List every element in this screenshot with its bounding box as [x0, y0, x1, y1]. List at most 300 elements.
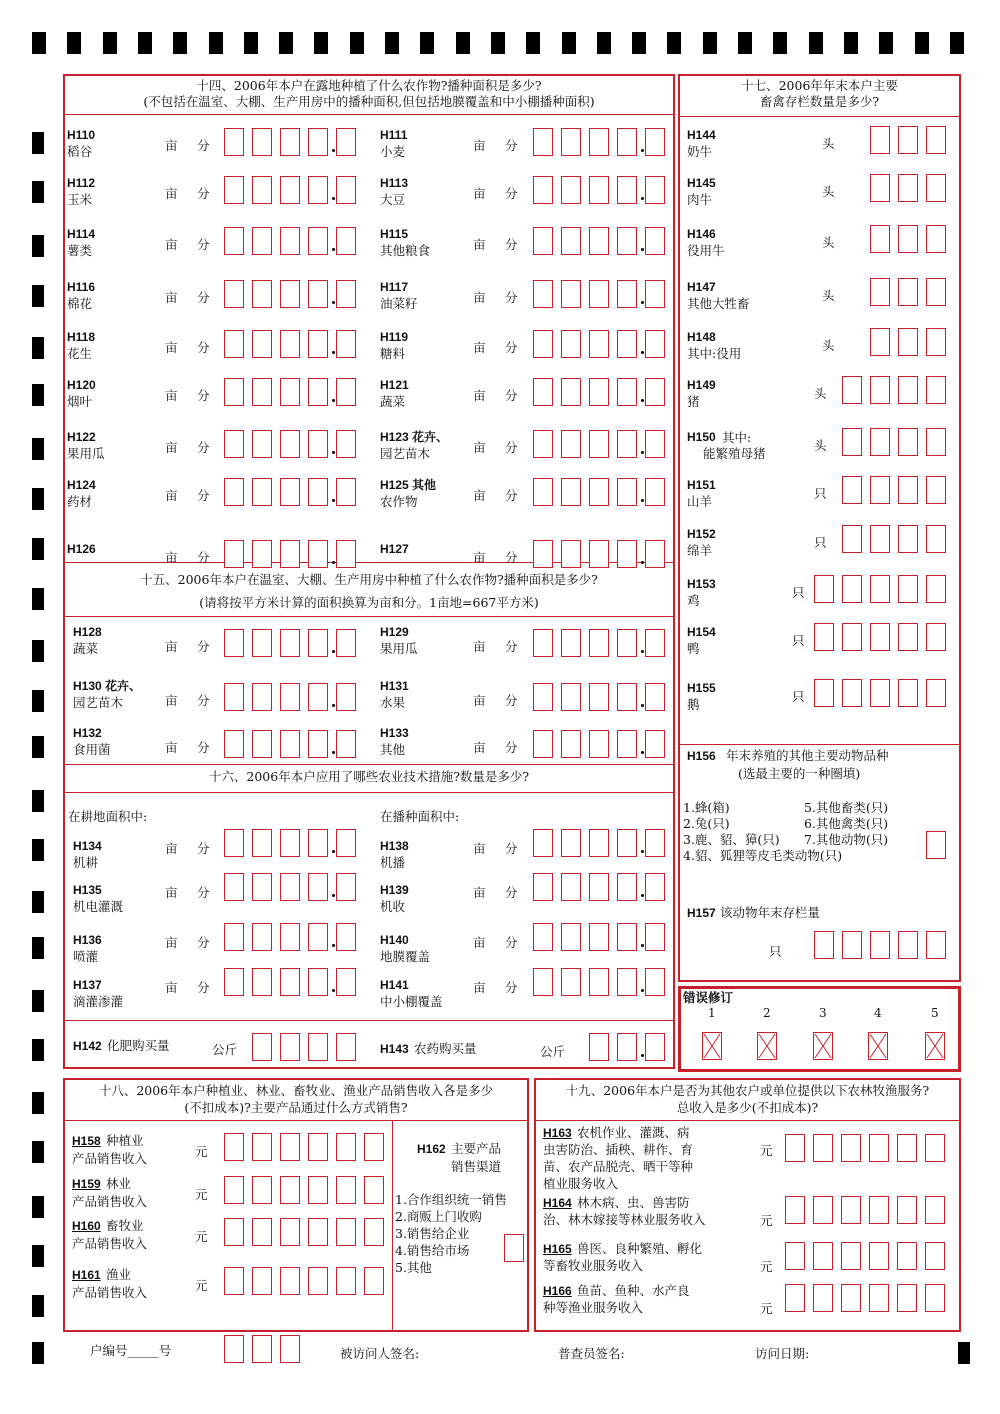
- sec14-4-box-4[interactable]: [308, 227, 328, 255]
- sec14-12-box-5[interactable]: [336, 430, 356, 458]
- h156-opt-1: 1.蜂(箱): [683, 800, 730, 815]
- error-box-4[interactable]: [868, 1032, 888, 1060]
- h142-box-3[interactable]: [308, 1033, 328, 1061]
- sec19-1-box-3[interactable]: [841, 1196, 861, 1224]
- sec16-3-box-2[interactable]: [561, 873, 581, 901]
- sec18-name2-1: 产品销售收入: [72, 1194, 148, 1209]
- sec18-2-box-2[interactable]: [252, 1218, 272, 1246]
- sec14-8-box-5[interactable]: [336, 330, 356, 358]
- sec18-2-box-4[interactable]: [308, 1218, 328, 1246]
- sec19-code-3: H166: [543, 1284, 572, 1298]
- sec16-2-box-1[interactable]: [224, 873, 244, 901]
- sec16-6-box-1[interactable]: [224, 968, 244, 996]
- sec14-12-box-3[interactable]: [280, 430, 300, 458]
- sec17-11-box-5[interactable]: [926, 679, 946, 707]
- sec14-0-box-2[interactable]: [252, 128, 272, 156]
- sec14-17-box-2[interactable]: [561, 540, 581, 568]
- sec14-0-box-5[interactable]: [336, 128, 356, 156]
- sec17-6-box-1[interactable]: [842, 428, 862, 456]
- sec14-14-box-1[interactable]: [224, 478, 244, 506]
- sec18-3-box-2[interactable]: [252, 1267, 272, 1295]
- sec16-5-box-5[interactable]: [645, 923, 665, 951]
- error-box-5[interactable]: [925, 1032, 945, 1060]
- sec14-10-box-5[interactable]: [336, 378, 356, 406]
- h157-box-3[interactable]: [870, 931, 890, 959]
- sec15-1-box-1[interactable]: [533, 629, 553, 657]
- sec14-mu-3: 亩: [473, 186, 486, 201]
- sec14-9-box-3[interactable]: [589, 330, 609, 358]
- sec15-3-box-3[interactable]: [589, 683, 609, 711]
- sec14-11-box-3[interactable]: [589, 378, 609, 406]
- sec14-2-box-4[interactable]: [308, 176, 328, 204]
- sec16-1-box-3[interactable]: [589, 829, 609, 857]
- sec14-14-box-5[interactable]: [336, 478, 356, 506]
- sec15-3-box-1[interactable]: [533, 683, 553, 711]
- sec14-6-box-2[interactable]: [252, 280, 272, 308]
- sec17-3-box-2[interactable]: [898, 278, 918, 306]
- sec16-2-box-3[interactable]: [280, 873, 300, 901]
- sec14-0-box-1[interactable]: [224, 128, 244, 156]
- sec15-5-box-1[interactable]: [533, 730, 553, 758]
- sec19-3-box-3[interactable]: [841, 1284, 861, 1312]
- sec15-5-box-2[interactable]: [561, 730, 581, 758]
- sec16-3-decimal-dot: [641, 894, 644, 897]
- sec14-11-box-2[interactable]: [561, 378, 581, 406]
- sec17-0-box-1[interactable]: [870, 126, 890, 154]
- sec17-5-box-2[interactable]: [870, 376, 890, 404]
- sec17-7-box-1[interactable]: [842, 476, 862, 504]
- sec16-7-box-4[interactable]: [617, 968, 637, 996]
- sec14-5-box-2[interactable]: [561, 227, 581, 255]
- sec19-0-box-5[interactable]: [897, 1134, 917, 1162]
- sec14-2-box-2[interactable]: [252, 176, 272, 204]
- sec18-2-box-3[interactable]: [280, 1218, 300, 1246]
- sec18-3-box-5[interactable]: [336, 1267, 356, 1295]
- sec16-5-decimal-dot: [641, 944, 644, 947]
- side-mark: [32, 285, 44, 307]
- sec14-12-box-4[interactable]: [308, 430, 328, 458]
- sec16-5-box-1[interactable]: [533, 923, 553, 951]
- sec14-16-box-1[interactable]: [224, 540, 244, 568]
- sec19-0-box-2[interactable]: [813, 1134, 833, 1162]
- sec19-1-box-5[interactable]: [897, 1196, 917, 1224]
- h142-box-1[interactable]: [252, 1033, 272, 1061]
- sec19-code-1: H164: [543, 1196, 572, 1210]
- sec15-0-box-1[interactable]: [224, 629, 244, 657]
- sec14-3-box-5[interactable]: [645, 176, 665, 204]
- sec17-10-box-5[interactable]: [926, 623, 946, 651]
- sec14-sec15-divider: [63, 562, 675, 563]
- sec19-2-box-2[interactable]: [813, 1242, 833, 1270]
- sec17-5-box-1[interactable]: [842, 376, 862, 404]
- h157-box-5[interactable]: [926, 931, 946, 959]
- sec19-0-box-1[interactable]: [785, 1134, 805, 1162]
- sec17-10-box-4[interactable]: [898, 623, 918, 651]
- sec18-1-box-1[interactable]: [224, 1176, 244, 1204]
- sec19-2-box-5[interactable]: [897, 1242, 917, 1270]
- sec16-3-box-4[interactable]: [617, 873, 637, 901]
- household-box-1[interactable]: [224, 1335, 244, 1363]
- sec17-6-box-3[interactable]: [898, 428, 918, 456]
- sec14-7-box-3[interactable]: [589, 280, 609, 308]
- sec18-2-box-1[interactable]: [224, 1218, 244, 1246]
- sec16-3-box-5[interactable]: [645, 873, 665, 901]
- sec15-4-box-5[interactable]: [336, 730, 356, 758]
- sec16-7-box-5[interactable]: [645, 968, 665, 996]
- sec18-3-box-4[interactable]: [308, 1267, 328, 1295]
- sec15-0-box-3[interactable]: [280, 629, 300, 657]
- h157-box-1[interactable]: [814, 931, 834, 959]
- sec18-2-box-5[interactable]: [336, 1218, 356, 1246]
- sec14-7-box-5[interactable]: [645, 280, 665, 308]
- sec17-0-box-3[interactable]: [926, 126, 946, 154]
- h143-box-2[interactable]: [617, 1033, 637, 1061]
- sec14-11-box-1[interactable]: [533, 378, 553, 406]
- sec15-4-box-3[interactable]: [280, 730, 300, 758]
- sec18-title-1: 十八、2006年本户种植业、林业、畜牧业、渔业产品销售收入各是多少: [98, 1083, 494, 1098]
- h156-choice-box[interactable]: [926, 831, 946, 859]
- sec16-5-box-3[interactable]: [589, 923, 609, 951]
- sec18-0-box-2[interactable]: [252, 1133, 272, 1161]
- sec14-8-box-4[interactable]: [308, 330, 328, 358]
- sec14-6-box-1[interactable]: [224, 280, 244, 308]
- error-box-2[interactable]: [757, 1032, 777, 1060]
- sec14-4-box-2[interactable]: [252, 227, 272, 255]
- sec14-16-box-2[interactable]: [252, 540, 272, 568]
- sec19-3-box-6[interactable]: [925, 1284, 945, 1312]
- sec17-2-box-1[interactable]: [870, 225, 890, 253]
- sec19-3-box-2[interactable]: [813, 1284, 833, 1312]
- sec14-2-box-5[interactable]: [336, 176, 356, 204]
- sec16-4-box-5[interactable]: [336, 923, 356, 951]
- sec17-11-box-3[interactable]: [870, 679, 890, 707]
- h162-choice-box[interactable]: [504, 1234, 524, 1262]
- sec16-5-box-2[interactable]: [561, 923, 581, 951]
- sec14-9-box-4[interactable]: [617, 330, 637, 358]
- sec14-3-box-3[interactable]: [589, 176, 609, 204]
- sec16-2-box-5[interactable]: [336, 873, 356, 901]
- sec14-0-box-4[interactable]: [308, 128, 328, 156]
- household-box-3[interactable]: [280, 1335, 300, 1363]
- sec14-10-box-4[interactable]: [308, 378, 328, 406]
- sec16-4-box-1[interactable]: [224, 923, 244, 951]
- sec17-6-box-4[interactable]: [926, 428, 946, 456]
- sec17-6-box-2[interactable]: [870, 428, 890, 456]
- sec17-8-box-3[interactable]: [898, 525, 918, 553]
- sec19-1-box-2[interactable]: [813, 1196, 833, 1224]
- sec15-3-box-5[interactable]: [645, 683, 665, 711]
- household-box-2[interactable]: [252, 1335, 272, 1363]
- sec17-9-box-3[interactable]: [870, 575, 890, 603]
- sec14-16-box-4[interactable]: [308, 540, 328, 568]
- sec19-3-box-5[interactable]: [897, 1284, 917, 1312]
- sec17-10-box-2[interactable]: [842, 623, 862, 651]
- sec14-8-box-3[interactable]: [280, 330, 300, 358]
- sec18-1-box-2[interactable]: [252, 1176, 272, 1204]
- sec17-2-box-2[interactable]: [898, 225, 918, 253]
- h157-box-2[interactable]: [842, 931, 862, 959]
- sec17-9-box-1[interactable]: [814, 575, 834, 603]
- sec19-2-box-4[interactable]: [869, 1242, 889, 1270]
- sec17-1-box-2[interactable]: [898, 174, 918, 202]
- sec19-3-box-1[interactable]: [785, 1284, 805, 1312]
- h142-box-2[interactable]: [280, 1033, 300, 1061]
- sec14-1-box-1[interactable]: [533, 128, 553, 156]
- sec17-7-box-3[interactable]: [898, 476, 918, 504]
- sec16-0-box-1[interactable]: [224, 829, 244, 857]
- sec14-6-box-4[interactable]: [308, 280, 328, 308]
- sec14-5-box-5[interactable]: [645, 227, 665, 255]
- sec14-4-box-5[interactable]: [336, 227, 356, 255]
- error-box-3[interactable]: [813, 1032, 833, 1060]
- sec14-4-box-3[interactable]: [280, 227, 300, 255]
- sec17-11-box-4[interactable]: [898, 679, 918, 707]
- sec14-1-box-5[interactable]: [645, 128, 665, 156]
- sec16-0-box-2[interactable]: [252, 829, 272, 857]
- sec19-2-box-6[interactable]: [925, 1242, 945, 1270]
- sec15-1-box-4[interactable]: [617, 629, 637, 657]
- sec15-5-box-3[interactable]: [589, 730, 609, 758]
- sec16-2-box-4[interactable]: [308, 873, 328, 901]
- sec14-15-box-4[interactable]: [617, 478, 637, 506]
- sec14-11-box-5[interactable]: [645, 378, 665, 406]
- sec19-1-box-6[interactable]: [925, 1196, 945, 1224]
- sec14-10-box-1[interactable]: [224, 378, 244, 406]
- sec14-6-box-5[interactable]: [336, 280, 356, 308]
- sec16-7-box-1[interactable]: [533, 968, 553, 996]
- sec14-2-box-1[interactable]: [224, 176, 244, 204]
- sec18-0-box-5[interactable]: [336, 1133, 356, 1161]
- sec18-0-box-4[interactable]: [308, 1133, 328, 1161]
- sec16-7-box-2[interactable]: [561, 968, 581, 996]
- sec17-10-box-3[interactable]: [870, 623, 890, 651]
- side-mark: [32, 990, 44, 1012]
- sec17-9-box-2[interactable]: [842, 575, 862, 603]
- sec14-16-box-3[interactable]: [280, 540, 300, 568]
- sec17-4-box-1[interactable]: [870, 328, 890, 356]
- sec16-4-box-3[interactable]: [280, 923, 300, 951]
- sec16-6-box-3[interactable]: [280, 968, 300, 996]
- sec17-8-box-2[interactable]: [870, 525, 890, 553]
- h143-box-3[interactable]: [645, 1033, 665, 1061]
- sec19-line-2-1: 等畜牧业服务收入: [543, 1258, 644, 1273]
- sec17-4-box-3[interactable]: [926, 328, 946, 356]
- sec19-0-box-4[interactable]: [869, 1134, 889, 1162]
- sec16-1-box-4[interactable]: [617, 829, 637, 857]
- sec17-9-box-5[interactable]: [926, 575, 946, 603]
- sec14-15-box-1[interactable]: [533, 478, 553, 506]
- h157-box-4[interactable]: [898, 931, 918, 959]
- sec18-1-box-4[interactable]: [308, 1176, 328, 1204]
- sec18-0-box-3[interactable]: [280, 1133, 300, 1161]
- sec15-2-box-3[interactable]: [280, 683, 300, 711]
- sec14-9-box-1[interactable]: [533, 330, 553, 358]
- sec16-title-divider: [63, 792, 675, 793]
- sec17-8-box-4[interactable]: [926, 525, 946, 553]
- sec15-1-box-5[interactable]: [645, 629, 665, 657]
- sec17-0-box-2[interactable]: [898, 126, 918, 154]
- sec14-fen-12: 分: [197, 440, 210, 455]
- sec14-13-box-1[interactable]: [533, 430, 553, 458]
- sec19-0-box-6[interactable]: [925, 1134, 945, 1162]
- sec17-11-box-1[interactable]: [814, 679, 834, 707]
- sec14-5-box-4[interactable]: [617, 227, 637, 255]
- sec17-4-box-2[interactable]: [898, 328, 918, 356]
- sec17-10-box-1[interactable]: [814, 623, 834, 651]
- sec14-15-box-3[interactable]: [589, 478, 609, 506]
- sec14-0-box-3[interactable]: [280, 128, 300, 156]
- sec14-6-box-3[interactable]: [280, 280, 300, 308]
- sec14-17-box-4[interactable]: [617, 540, 637, 568]
- sec14-8-box-1[interactable]: [224, 330, 244, 358]
- h142-label: 化肥购买量: [107, 1038, 170, 1053]
- sec19-title-1: 十九、2006年本户是否为其他农户或单位提供以下农林牧渔服务?: [565, 1083, 930, 1098]
- sec15-4-box-4[interactable]: [308, 730, 328, 758]
- sec16-3-box-3[interactable]: [589, 873, 609, 901]
- sec14-17-box-5[interactable]: [645, 540, 665, 568]
- sec14-1-box-3[interactable]: [589, 128, 609, 156]
- sec18-1-box-5[interactable]: [336, 1176, 356, 1204]
- sec14-9-box-5[interactable]: [645, 330, 665, 358]
- h143-box-1[interactable]: [589, 1033, 609, 1061]
- sec14-12-box-2[interactable]: [252, 430, 272, 458]
- sec18-3-box-1[interactable]: [224, 1267, 244, 1295]
- sec17-7-box-4[interactable]: [926, 476, 946, 504]
- sec14-12-box-1[interactable]: [224, 430, 244, 458]
- sec19-3-box-4[interactable]: [869, 1284, 889, 1312]
- sec14-17-box-1[interactable]: [533, 540, 553, 568]
- sec15-2-box-4[interactable]: [308, 683, 328, 711]
- sec15-0-box-5[interactable]: [336, 629, 356, 657]
- sec14-1-box-4[interactable]: [617, 128, 637, 156]
- sec16-4-box-4[interactable]: [308, 923, 328, 951]
- sec14-15-box-2[interactable]: [561, 478, 581, 506]
- sec15-name-3: 水果: [380, 695, 406, 710]
- sec16-5-box-4[interactable]: [617, 923, 637, 951]
- sec14-13-box-5[interactable]: [645, 430, 665, 458]
- sec16-6-box-5[interactable]: [336, 968, 356, 996]
- sec14-10-box-3[interactable]: [280, 378, 300, 406]
- sec14-11-box-4[interactable]: [617, 378, 637, 406]
- sec16-4-box-2[interactable]: [252, 923, 272, 951]
- sec17-5-box-4[interactable]: [926, 376, 946, 404]
- sec17-9-box-4[interactable]: [898, 575, 918, 603]
- sec14-7-box-1[interactable]: [533, 280, 553, 308]
- sec15-5-box-4[interactable]: [617, 730, 637, 758]
- sec16-6-box-2[interactable]: [252, 968, 272, 996]
- sec14-4-box-1[interactable]: [224, 227, 244, 255]
- sec15-2-box-2[interactable]: [252, 683, 272, 711]
- sec16-title: 十六、2006年本户应用了哪些农业技术措施?数量是多少?: [208, 769, 530, 784]
- sec14-14-box-4[interactable]: [308, 478, 328, 506]
- sec14-5-box-3[interactable]: [589, 227, 609, 255]
- sec14-17-box-3[interactable]: [589, 540, 609, 568]
- sec16-0-box-3[interactable]: [280, 829, 300, 857]
- sec14-16-box-5[interactable]: [336, 540, 356, 568]
- h142-box-4[interactable]: [336, 1033, 356, 1061]
- sec16-1-box-5[interactable]: [645, 829, 665, 857]
- sec14-13-box-3[interactable]: [589, 430, 609, 458]
- sec14-1-box-2[interactable]: [561, 128, 581, 156]
- sec14-14-box-3[interactable]: [280, 478, 300, 506]
- sec17-1-box-3[interactable]: [926, 174, 946, 202]
- sec16-0-box-5[interactable]: [336, 829, 356, 857]
- sec14-14-box-2[interactable]: [252, 478, 272, 506]
- sec18-0-box-1[interactable]: [224, 1133, 244, 1161]
- sec14-3-box-2[interactable]: [561, 176, 581, 204]
- error-box-1[interactable]: [702, 1032, 722, 1060]
- sec17-5-box-3[interactable]: [898, 376, 918, 404]
- sec18-1-box-3[interactable]: [280, 1176, 300, 1204]
- sec15-3-box-2[interactable]: [561, 683, 581, 711]
- sec17-3-box-3[interactable]: [926, 278, 946, 306]
- sec15-2-box-1[interactable]: [224, 683, 244, 711]
- sec19-1-box-1[interactable]: [785, 1196, 805, 1224]
- sec14-15-box-5[interactable]: [645, 478, 665, 506]
- sec18-1-box-6[interactable]: [364, 1176, 384, 1204]
- sec14-10-box-2[interactable]: [252, 378, 272, 406]
- sec15-4-box-1[interactable]: [224, 730, 244, 758]
- sec16-0-box-4[interactable]: [308, 829, 328, 857]
- sec16-3-box-1[interactable]: [533, 873, 553, 901]
- sec17-3-box-1[interactable]: [870, 278, 890, 306]
- sec15-1-box-3[interactable]: [589, 629, 609, 657]
- sec15-3-box-4[interactable]: [617, 683, 637, 711]
- sec14-8-box-2[interactable]: [252, 330, 272, 358]
- sec14-3-box-1[interactable]: [533, 176, 553, 204]
- sec17-11-box-2[interactable]: [842, 679, 862, 707]
- sec14-name-8: 花生: [67, 346, 93, 361]
- sec14-3-box-4[interactable]: [617, 176, 637, 204]
- sec19-1-box-4[interactable]: [869, 1196, 889, 1224]
- sec18-0-box-6[interactable]: [364, 1133, 384, 1161]
- sec16-1-box-1[interactable]: [533, 829, 553, 857]
- sec19-0-box-3[interactable]: [841, 1134, 861, 1162]
- sec17-2-box-3[interactable]: [926, 225, 946, 253]
- sec14-13-box-2[interactable]: [561, 430, 581, 458]
- sec14-mu-9: 亩: [473, 340, 486, 355]
- sec16-6-box-4[interactable]: [308, 968, 328, 996]
- sec16-7-box-3[interactable]: [589, 968, 609, 996]
- sec15-1-box-2[interactable]: [561, 629, 581, 657]
- sec14-5-box-1[interactable]: [533, 227, 553, 255]
- side-mark: [32, 839, 44, 861]
- sec15-5-box-5[interactable]: [645, 730, 665, 758]
- sec18-unit-3: 元: [195, 1278, 208, 1293]
- sec19-2-box-3[interactable]: [841, 1242, 861, 1270]
- sec14-13-box-4[interactable]: [617, 430, 637, 458]
- sec14-7-box-2[interactable]: [561, 280, 581, 308]
- sec18-3-box-3[interactable]: [280, 1267, 300, 1295]
- sec18-2-box-6[interactable]: [364, 1218, 384, 1246]
- sec17-8-box-1[interactable]: [842, 525, 862, 553]
- sec14-9-box-2[interactable]: [561, 330, 581, 358]
- sec15-0-box-2[interactable]: [252, 629, 272, 657]
- sec16-2-box-2[interactable]: [252, 873, 272, 901]
- sec15-0-box-4[interactable]: [308, 629, 328, 657]
- sec15-2-box-5[interactable]: [336, 683, 356, 711]
- sec16-1-box-2[interactable]: [561, 829, 581, 857]
- sec19-2-box-1[interactable]: [785, 1242, 805, 1270]
- sec14-2-box-3[interactable]: [280, 176, 300, 204]
- sec15-mu-0: 亩: [165, 639, 178, 654]
- sec14-7-box-4[interactable]: [617, 280, 637, 308]
- sec17-code-6: H150: [687, 430, 716, 444]
- sec17-7-box-2[interactable]: [870, 476, 890, 504]
- sec18-3-box-6[interactable]: [364, 1267, 384, 1295]
- sec17-1-box-1[interactable]: [870, 174, 890, 202]
- sec15-4-box-2[interactable]: [252, 730, 272, 758]
